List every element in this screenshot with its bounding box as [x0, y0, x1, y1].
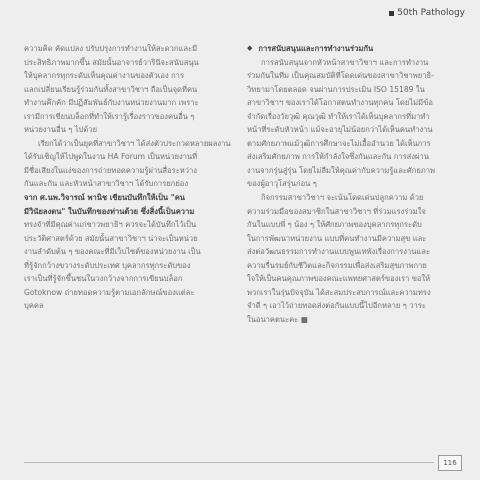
header-title: 50th Pathology	[397, 8, 465, 18]
body-line: พวกเราในรุ่นปัจจุบัน ได้สะสมประสบการณ์และความทรง	[247, 287, 431, 297]
body-line: ส่งเสริมศักยภาพ การให้กำลังใจซึ่งกันและกัน การส่งผ่าน	[247, 152, 429, 162]
body-line: เรียกได้ว่าเป็นยุคที่สาขาวิชาฯ ได้ส่งตัวประกวดหลายผลงาน	[38, 138, 231, 148]
body-line: กันและกัน และหัวหน้าสาขาวิชาฯ ได้รับการยกย่อง	[24, 179, 189, 189]
body-line: หน้าที่ระดับหัวหน้า แม้จะอายุไม่น้อยกว่าได้เห็นคนทำงาน	[247, 125, 433, 135]
left-column	[24, 42, 232, 313]
footer-divider	[24, 462, 434, 463]
body-line: กันในแบบพี่ ๆ น้อง ๆ ให้ศักยภาพของบุคลากรทุกระดับ	[247, 220, 422, 230]
body-line-bold: มีวินัยลงตน" ในบันทึกของท่านด้วย ซึ่งสิ่งนี้เป็นความ	[24, 206, 195, 216]
body-line: ในการพัฒนาหน่วยงาน แบบที่คนทำงานมีความสุข และ	[247, 233, 427, 243]
body-line: ประสิทธิภาพมากขึ้น สมัยนั้นอาจารย์วารินีจะสนับสนุน	[24, 57, 199, 67]
body-line: การสนับสนุนจากหัวหน้าสาขาวิชาฯ และการทำงาน	[261, 57, 429, 67]
body-line: บุคคล	[24, 301, 44, 311]
body-line: ของผู้อาวุโสรุ่นก่อน ๆ	[247, 179, 317, 189]
body-line: แลกเปลี่ยนเรียนรู้ร่วมกันทั้งสาขาวิชาฯ ถือเป็นจุดที่คน	[24, 84, 198, 94]
body-line: ความร่วมมือของสมาชิกในสาขาวิชาฯ ที่ร่วมแรงร่วมใจ	[247, 206, 426, 216]
section-title: การสนับสนุนและการทำงานร่วมกัน	[258, 44, 374, 53]
right-column	[247, 42, 454, 326]
body-line: งานจากรุ่นสู่รุ่น โดยไม่ลืมให้คุณค่ากับความรู้และศักยภาพ	[247, 165, 436, 175]
square-bullet-icon	[389, 11, 394, 16]
body-line: หน่วยงานอื่น ๆ ไปด้วย	[24, 125, 98, 135]
body-line: สาขาวิชาฯ ของเราได้โอกาสตนทำงานทุกคน โดยไม่มีข้อ	[247, 98, 433, 108]
page-number	[438, 455, 462, 471]
body-line: งานลำดับต้น ๆ ของคณะที่มีเว็บไซต์ของหน่วยงาน เป็น	[24, 247, 201, 257]
body-line: ได้รับเชิญให้ไปพูดในงาน HA Forum เป็นหน่วยงานที่	[24, 152, 198, 162]
body-line: เรามีการเขียนบล็อกที่ทำให้เรารู้เรื่องราวของคนอื่น ๆ	[24, 111, 195, 121]
body-line: ความรื่นรมย์กับชีวิตและกิจกรรมเพื่อส่งเสริมสุขภาพกาย	[247, 260, 427, 270]
body-line: วิทยามาโดยตลอด จนผ่านการประเมิน ISO 15189 ใน	[247, 84, 425, 94]
body-line: ความคิด คัดแปลง ปรับปรุงการทำงานให้สะดวกและมี	[24, 44, 198, 53]
body-line: มีชื่อเสียงในแง่ของการถ่ายทอดความรู้ผ่านสื่อระหว่าง	[24, 165, 198, 175]
body-line: กิจกรรมสาขาวิชาฯ จะเน้นโดดเด่นปลูกความ ด้วย	[261, 193, 424, 203]
body-line: ให้บุคลากรทุกระดับเห็นคุณค่างานของตัวเอง การ	[24, 71, 185, 81]
body-line: ทำงานคึกคัก มีปฏิสัมพันธ์กับงานหน่วยงานมาก เพราะ	[24, 98, 199, 108]
body-line: ส่งต่อวัฒนธรรมการทำงานแบบพูนเทพังเรื่องการงานและ	[247, 247, 431, 257]
body-line: Gotoknow ถ่ายทอดความรู้ตามเอกลักษณ์ของแต่ละ	[24, 287, 195, 297]
body-line: ตามศักยภาพแม้วุฒิการศึกษาจะไม่เอื้ออำนวย ได้เห็นการ	[247, 138, 431, 148]
body-line: ทรงจำที่มีคุณค่าแก่ชาวพยาธิฯ ควรจะได้บันทึกไว้เป็น	[24, 220, 197, 230]
body-line: จำดี ๆ เอาไว้ถ่ายทอดส่งต่อกันแบบนี้ไปอีกหลาย ๆ วาระ	[247, 301, 426, 311]
page-number-text: 116	[443, 459, 457, 467]
section-heading	[247, 42, 454, 56]
body-line: ใจให้เป็นคนคุณภาพของคณะแพทยศาสตร์ของเรา ขอให้	[247, 274, 431, 284]
body-line: ในอนาคตนะคะ ■	[247, 314, 308, 324]
running-header	[389, 8, 465, 18]
body-line: จำกัดเรื่องวัยวุฒิ คุณวุฒิ ทำให้เราได้เห็นบุคลากรที่มาทำ	[247, 111, 430, 121]
body-line: ประวัติศาสตร์ด้วย สมัยนั้นสาขาวิชาฯ น่าจะเป็นหน่วย	[24, 233, 198, 243]
diamond-bullet-icon: ◆	[247, 44, 253, 52]
body-line: เราเป็นที่รู้จักขึ้นชนในวงกว้างจากการเขียนบล็อก	[24, 274, 183, 284]
body-line: ร่วมกันในทีม เป็นคุณสมบัติที่โดดเด่นของสาขาวิชาพยาธิ-	[247, 71, 434, 81]
body-line: ที่รู้จักกว้างขวางระดับประเทศ บุคลากรทุกระดับของ	[24, 260, 191, 270]
body-line-bold: จาก ศ.นพ.วิจารณ์ พานิช เขียนบันทึกให้เป็น "คน	[24, 193, 185, 203]
